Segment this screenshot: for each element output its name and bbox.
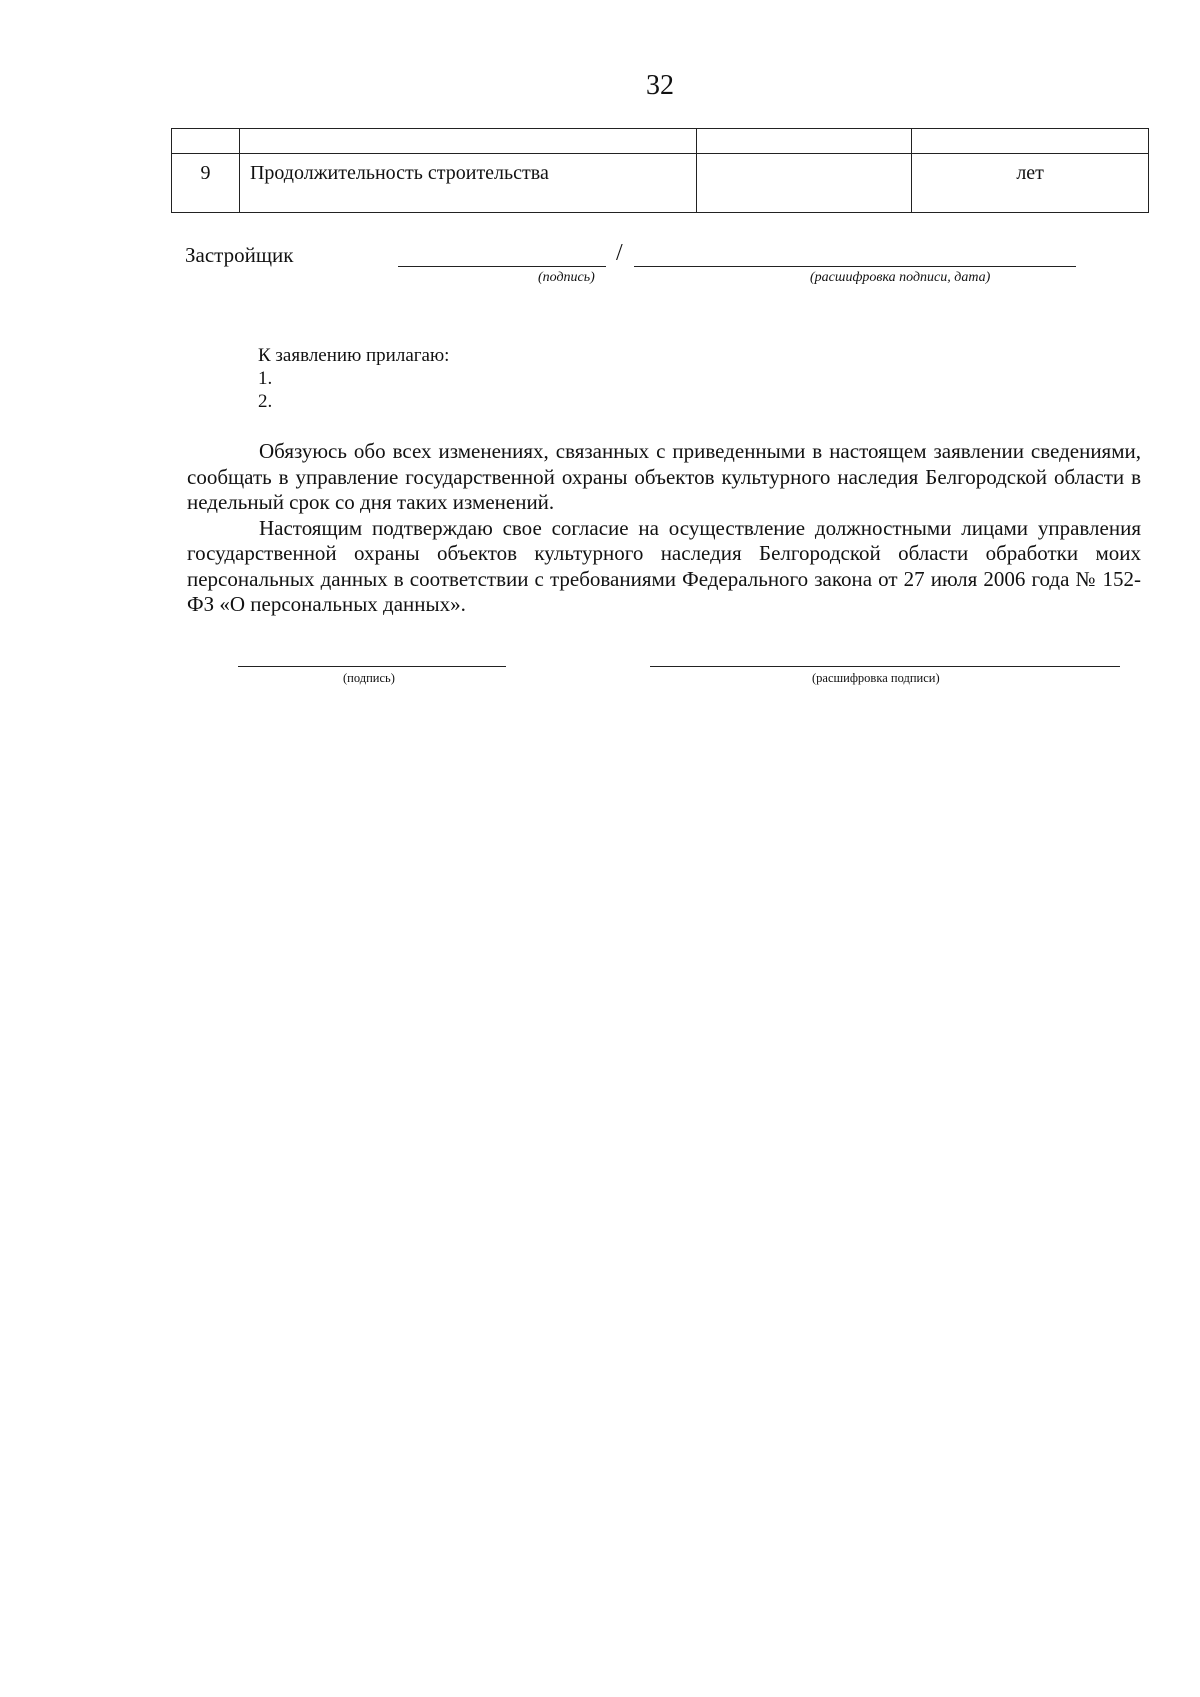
- developer-label: Застройщик: [185, 243, 294, 267]
- consent-paragraph: Настоящим подтверждаю свое согласие на осуществление должностными лицами управления государственной охраны объектов культурного наследия Белгородской области обработки моих персональных данных в соответствии с требованиями Федерального закона от 27 июля 2006 года № 152-ФЗ «О персональных данных».: [187, 515, 1141, 616]
- developer-signature-caption: (подпись): [538, 270, 595, 285]
- consent-signature-line[interactable]: [238, 666, 506, 667]
- attachments-heading: К заявлению прилагаю:: [258, 345, 450, 366]
- row-label-cell: [239, 129, 696, 154]
- row-number-cell: 9: [172, 154, 240, 213]
- row-unit-cell: лет: [912, 154, 1149, 213]
- page-number: 32: [646, 70, 674, 101]
- developer-signature-line[interactable]: [398, 266, 606, 267]
- row-label-cell: Продолжительность строительства: [239, 154, 696, 213]
- row-value-cell[interactable]: [696, 154, 912, 213]
- attachment-item: 2.: [258, 391, 273, 412]
- developer-decoding-caption: (расшифровка подписи, дата): [810, 270, 991, 285]
- row-number-cell: [172, 129, 240, 154]
- row-value-cell[interactable]: [696, 129, 912, 154]
- signature-separator: /: [616, 240, 623, 266]
- body-text: [187, 439, 1141, 618]
- developer-decoding-line[interactable]: [634, 266, 1076, 267]
- row-unit-cell: [912, 129, 1149, 154]
- consent-signature-caption: (подпись): [343, 671, 395, 685]
- table-row: [172, 154, 1149, 213]
- table-row: [172, 129, 1149, 154]
- form-table: [171, 128, 1149, 213]
- consent-decoding-line[interactable]: [650, 666, 1120, 667]
- attachment-item: 1.: [258, 368, 273, 389]
- consent-decoding-caption: (расшифровка подписи): [812, 671, 940, 685]
- attachments-block: [258, 344, 449, 413]
- obligation-paragraph: Обязуюсь обо всех изменениях, связанных с приведенными в настоящем заявлении сведениями, сообщать в управление государственной охраны объектов культурного наследия Белгородской области в недельный срок со дня таких изменений.: [187, 439, 1141, 514]
